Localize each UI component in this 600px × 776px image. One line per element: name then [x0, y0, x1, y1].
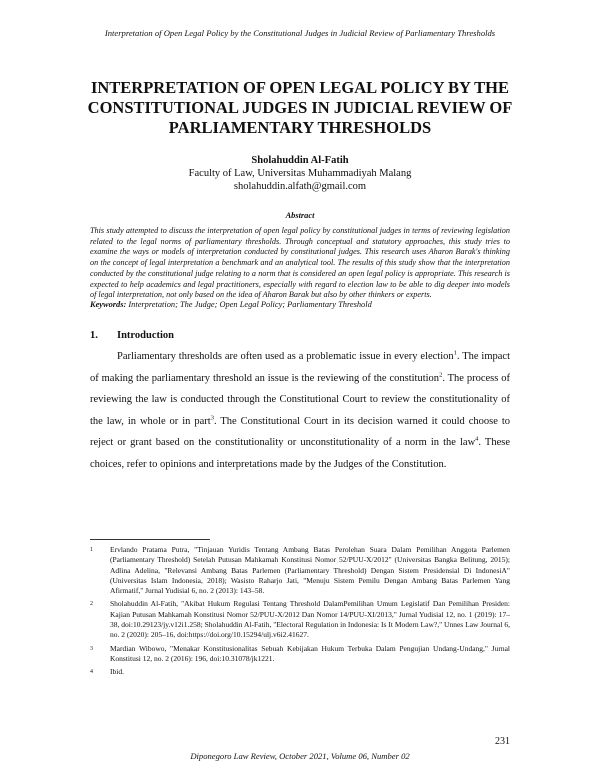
footnote-ref[interactable]: 2	[439, 371, 443, 378]
intro-paragraph	[90, 346, 510, 475]
section-title: Introduction	[117, 330, 174, 341]
footnote	[90, 644, 510, 665]
author-block	[0, 154, 600, 193]
intro-sentence: . The process of reviewing the law is conducted through the Constitutional Court to review the constitutionality of the law, in whole or in part	[90, 372, 510, 427]
footnote-number: 1	[90, 547, 93, 553]
footnote-number: 2	[90, 601, 93, 608]
intro-sentence: . The impact of making the parliamentary threshold an issue is the reviewing of the constitution	[90, 351, 510, 384]
intro-sentence: Parliamentary thresholds are often used as a problematic issue in every election	[117, 351, 454, 362]
section-number: 1.	[90, 330, 98, 341]
footnotes	[90, 545, 510, 681]
footnote-ref[interactable]: 3	[210, 414, 214, 421]
keywords	[90, 300, 510, 309]
author-affiliation: Faculty of Law, Universitas Muhammadiyah Malang	[188, 168, 412, 179]
keywords-label: Keywords:	[90, 300, 127, 309]
page-number: 231	[495, 736, 510, 747]
section-heading	[90, 330, 174, 341]
intro-sentence: . The Constitutional Court in its decision warned it could choose to reject or grant based on the constitutionality or unconstitutionality of a norm in the law	[90, 415, 510, 448]
keywords-value: Interpretation; The Judge; Open Legal Policy; Parliamentary Threshold	[128, 300, 372, 309]
intro-sentence: . These choices, refer to opinions and interpretations made by the Judges of the Constitution.	[90, 437, 510, 470]
footnote-ref[interactable]: 4	[475, 435, 479, 443]
footnote-text: Sholahuddin Al-Fatih, "Akibat Hukum Regulasi Tentang Threshold DalamPemilihan Umum Legislatif Dan Pemilihan Presiden: Kajian Putusan Mahkamah Konstitusi Nomor 52/PUU-X/2012 Dan Nomor 14/PUU-XI/2013," Jurnal Yudisial 12, no. 1 (2019): 17–38, doi:10.29123/jy.v12i1.258; Sholahuddin Al-Fatih, "Electoral Regulation in Indonesia: Is It Modern Law?," Unnes Law Journal 6, no. 2 (2020): 205–16, doi:https://doi.org/10.15294/ulj.v6i2.41627.	[110, 599, 510, 640]
footnote	[90, 545, 510, 596]
running-head: Interpretation of Open Legal Policy by the Constitutional Judges in Judicial Review of Parliamentary Thresholds	[104, 28, 496, 38]
journal-footer: Diponegoro Law Review, October 2021, Volume 06, Number 02	[190, 751, 410, 761]
footnote-text: Ervlando Pratama Putra, "Tinjauan Yuridis Tentang Ambang Batas Perolehan Suara Dalam Pemilihan Anggota Parlemen (Parliamentary Threshold) Setelah Putusan Mahkamah Konstitusi Nomor 52/PUU-X/2012" (Universitas Bangka Belitung, 2015); Adlina Adelina, "Relevansi Ambang Batas Parlemen (Parliamentary Threshold) Dengan Sistem Presidensial Di IndonesiA" (Universitas Islam Indonesia, 2018); Wasisto Raharjo Jati, "Menuju Sistem Pemilu Dengan Ambang Batas Parlemen Yang Afirmatif," Jurnal Yudisial 6, no. 2 (2013): 143–58.	[110, 545, 510, 596]
footnote-number: 3	[90, 645, 93, 652]
footnote-text: Ibid.	[110, 667, 124, 677]
footnote-number: 4	[90, 669, 93, 676]
author-email[interactable]: sholahuddin.alfath@gmail.com	[233, 181, 367, 192]
footnote	[90, 667, 510, 677]
footnote-text: Mardian Wibowo, "Menakar Konstitusionalitas Sebuah Kebijakan Hukum Terbuka Dalam Pengujian Undang-Undang," Jurnal Konstitusi 12, no. 2 (2016): 196, doi:10.31078/jk1221.	[110, 643, 510, 663]
abstract-text: This study attempted to discuss the interpretation of open legal policy by constitutional judges in terms of reviewing legislation related to the legal norms of parliamentary thresholds. Through conceptual and statutory approaches, this study tries to examine the ways or models of interpretation conducted by constitutional judges. This research uses Aharon Barak's thinking on the concept of legal interpretation a benchmark and an analytical tool. The results of this study show that the interpretation conducted by the constitutional judge relating to a norm that is considered an open legal policy is appropriate. This research is expected to help academics and legal practitioners, especially with regard to election law to be able to dig deeper into models of legal interpretation, not only based on the idea of Aharon Barak but also by other thinkers or experts.	[90, 226, 510, 300]
footnote	[90, 599, 510, 640]
footnote-ref[interactable]: 1	[453, 349, 457, 357]
footnote-divider	[90, 539, 210, 540]
abstract-heading: Abstract	[285, 211, 315, 220]
paper-title: INTERPRETATION OF OPEN LEGAL POLICY BY THE CONSTITUTIONAL JUDGES IN JUDICIAL REVIEW OF PARLIAMENTARY THRESHOLDS	[87, 78, 513, 137]
author-name: Sholahuddin Al-Fatih	[251, 155, 349, 166]
